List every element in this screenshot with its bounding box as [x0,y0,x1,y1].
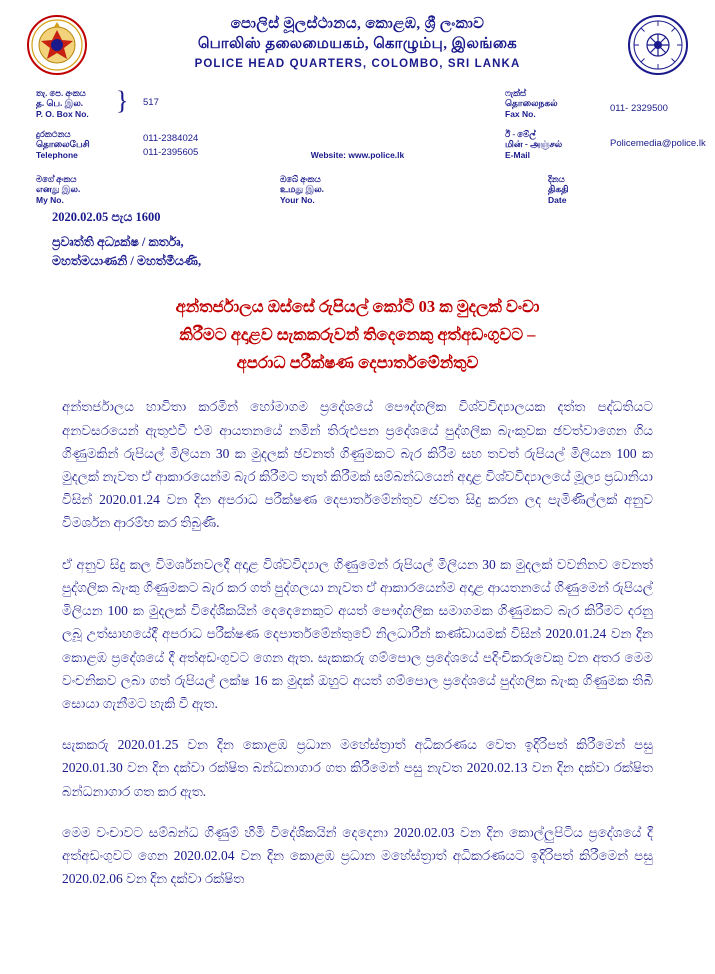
fax-label-english: Fax No. [505,109,536,120]
letter-paragraph: මෙම වංචාවට සම්බන්ධ ගිණුම් හිමි විදේශිකයින් දෙදෙනා 2020.02.03 වන දින කොල්ලුපිටිය ප්‍රදේශයේ දී අත්අඩංගුවට ගෙන 2020.02.04 වන දින කොළඹ ප්‍රධාන මහේස්ත්‍රාත් අධිකරණයට ඉදිරිපත් කිරීමෙන් පසු 2020.02.06 වන දින දක්වා රක්ෂිත [62,824,653,887]
po-box-label-sinhala: තැ. පෙ. අංකය [36,87,86,98]
header-title-sinhala: පොලිස් මූලස්ථානය, කොළඹ, ශ්‍රී ලංකාව [230,16,485,32]
headline-line-3: අපරාධ පරීක්ෂණ දෙපාර්තමේන්තුව [236,353,479,373]
my-no-label-tamil: எனது இல. [36,184,81,195]
fax-label [505,88,558,121]
addressee-line-1: ප්‍රවෘත්ති අධ්‍යක්ෂ / කර්තෘ, [52,234,184,249]
date-label [548,174,569,207]
letter-paragraph: අන්තර්ජාලය හාවිතා කරමින් හෝමාගම ප්‍රදේශයේ පෞද්ගලික විශ්වවිද්‍යාලයක දත්ත පද්ධතියට අනවසරයෙන් ඇතුළුවී එම ආයතනයේ නමින් තිරුළුපන ප්‍රදේශයේ පුද්ගලික බැංකුවක ඡවත්වාගෙන ගිය ගිණුමකින් රුපියල් මිලියන 30 ක මුදලක් ඡවනත් ගිණුමකට බැර කිරීම සහ තවත් රුපියල් මිලියන 100 ක මුදලක් නැවත ඒ ආකාරයෙන්ම බැර කිරීමට තැත් කිරීමක් සම්බන්ධයෙන් අදාළ විශ්වවිද්‍යාලයේ මූල්‍ය ප්‍රධානියා විසින් 2020.01.24 වන දින අපරාධ පරීක්ෂණ දෙපාර්තමේන්තුව ඡවත සිදු කරන ලද පැමිණිල්ලක් අනුව විමර්ශන ආරම්භ කර තිබුණි. [62,399,653,531]
po-box-brace: } [116,85,129,115]
po-box-label-tamil: த. பெ. இல. [36,98,84,109]
your-no-label-tamil: உமது இல. [280,184,324,195]
sri-lanka-police-seal-icon [627,14,689,76]
letter-paragraph: ඒ අනුව සිදු කල විමර්ශනවලදී අදාළ විශ්වවිද්‍යාල ගිණුමෙන් රුපියල් මිලියන 30 ක මුදලක් වවනිනව වෙනත් පුද්ගලික බැංකු ගිණුමකට බැර කර ගත් පුද්ගලයා නැවත ඒ ආකාරයෙන්ම අදාළ ආයතනයේ ගිණුමෙන් රුපියල් මිලියන 100 ක මුදලක් විදේශිකයින් දෙදෙනෙකුට අයත් පෞද්ගලික සමාගමක ගිණුමකට බැර කිරීමට දරනු ලබූ උත්සාහයේදී අපරාධ පරීක්ෂණ දෙපාර්තමේන්තුවේ නිලධාරීන් කණ්ඩායමක් විසින් 2020.01.24 වන දින කොළඹ ප්‍රදේශයේ දී අත්අඩංගුවට ගෙන ඇත. සැකකරු ගම්පොල ප්‍රදේශයේ පදිංචිකරුවෙකු වන අතර මෙම වංචනිකව ලබා ගත් රුපියල් ලක්ෂ 16 ක මුදක් ඔහුට අයත් ගම්පොල ප්‍රදේශයේ පුද්ගලික බැංකු ගිණුමක තිබී සොයා ගැනීමට හැකි වී ඇත. [62,556,653,712]
po-box-value: 517 [143,96,159,108]
telephone-value-1: 011-2384024 [143,132,199,144]
website-line: Website: www.police.lk [310,149,405,160]
letterhead [0,0,715,204]
fax-value: 011- 2329500 [610,102,668,114]
letter-datetime: 2020.02.05 පැය 1600 [52,209,161,224]
addressee-line-2: මහත්මයාණනි / මහත්මීයණි, [52,253,202,268]
fax-label-sinhala: ෆැක්ස් [505,87,527,98]
date-label-sinhala: දිනය [548,173,565,184]
letter-headline [48,293,667,377]
header-title-tamil: பொலிஸ் தலைமையகம், கொழும்பு, இலங்கை [197,36,518,53]
po-box-label [36,88,89,121]
sri-lanka-police-crest-icon [26,14,88,76]
po-box-label-english: P. O. Box No. [36,109,89,120]
your-no-label-english: Your No. [280,195,315,206]
letter-body [40,210,675,891]
telephone-label-sinhala: දුරකථනය [36,128,71,139]
date-label-tamil: திகதி [548,184,569,195]
letter-paragraph: සැකකරු 2020.01.25 වන දින කොළඹ ප්‍රධාන මහේස්ත්‍රාත් අධිකරණය වෙත ඉදිරිපත් කිරීමෙන් පසු 2020.01.30 වන දින දක්වා රක්ෂිත බන්ධනාගාර ගත කිරීමෙන් පසු නැවත 2020.02.13 වන දින දක්වා රක්ෂිත බන්ධනාගාර ගත කර ඇත. [62,737,653,799]
your-no-label-sinhala: ඔබේ අංකය [280,173,321,184]
telephone-label-tamil: தொலைபேசி [36,139,90,150]
my-no-label [36,174,80,207]
fax-label-tamil: தொலைநகல் [505,98,558,109]
headline-line-1: අන්තර්ජාලය ඔස්සේ රුපියල් කෝටි 03 ක මුදලක් වංචා [175,297,540,317]
telephone-value-2: 011-2395605 [143,146,199,158]
header-title-english: POLICE HEAD QUARTERS, COLOMBO, SRI LANKA [194,57,521,70]
letter-addressee [52,233,675,272]
email-value: Policemedia@police.lk [610,137,706,149]
your-no-label [280,174,324,207]
my-no-label-english: My No. [36,195,64,206]
letterhead-titles [100,14,615,70]
email-label-tamil: மின் - அஞ்சல் [505,139,563,150]
reference-block [0,86,715,204]
headline-line-2: කිරීමට අදාළව සැකකරුවන් තිදෙනෙකු අත්අඩංගුවට – [179,325,536,345]
date-label-english: Date [548,195,567,206]
my-no-label-sinhala: මගේ අංකය [36,173,77,184]
email-label-sinhala: ඊ - මේල් [505,128,536,139]
telephone-label-english: Telephone [36,150,78,161]
email-label-english: E-Mail [505,150,531,161]
